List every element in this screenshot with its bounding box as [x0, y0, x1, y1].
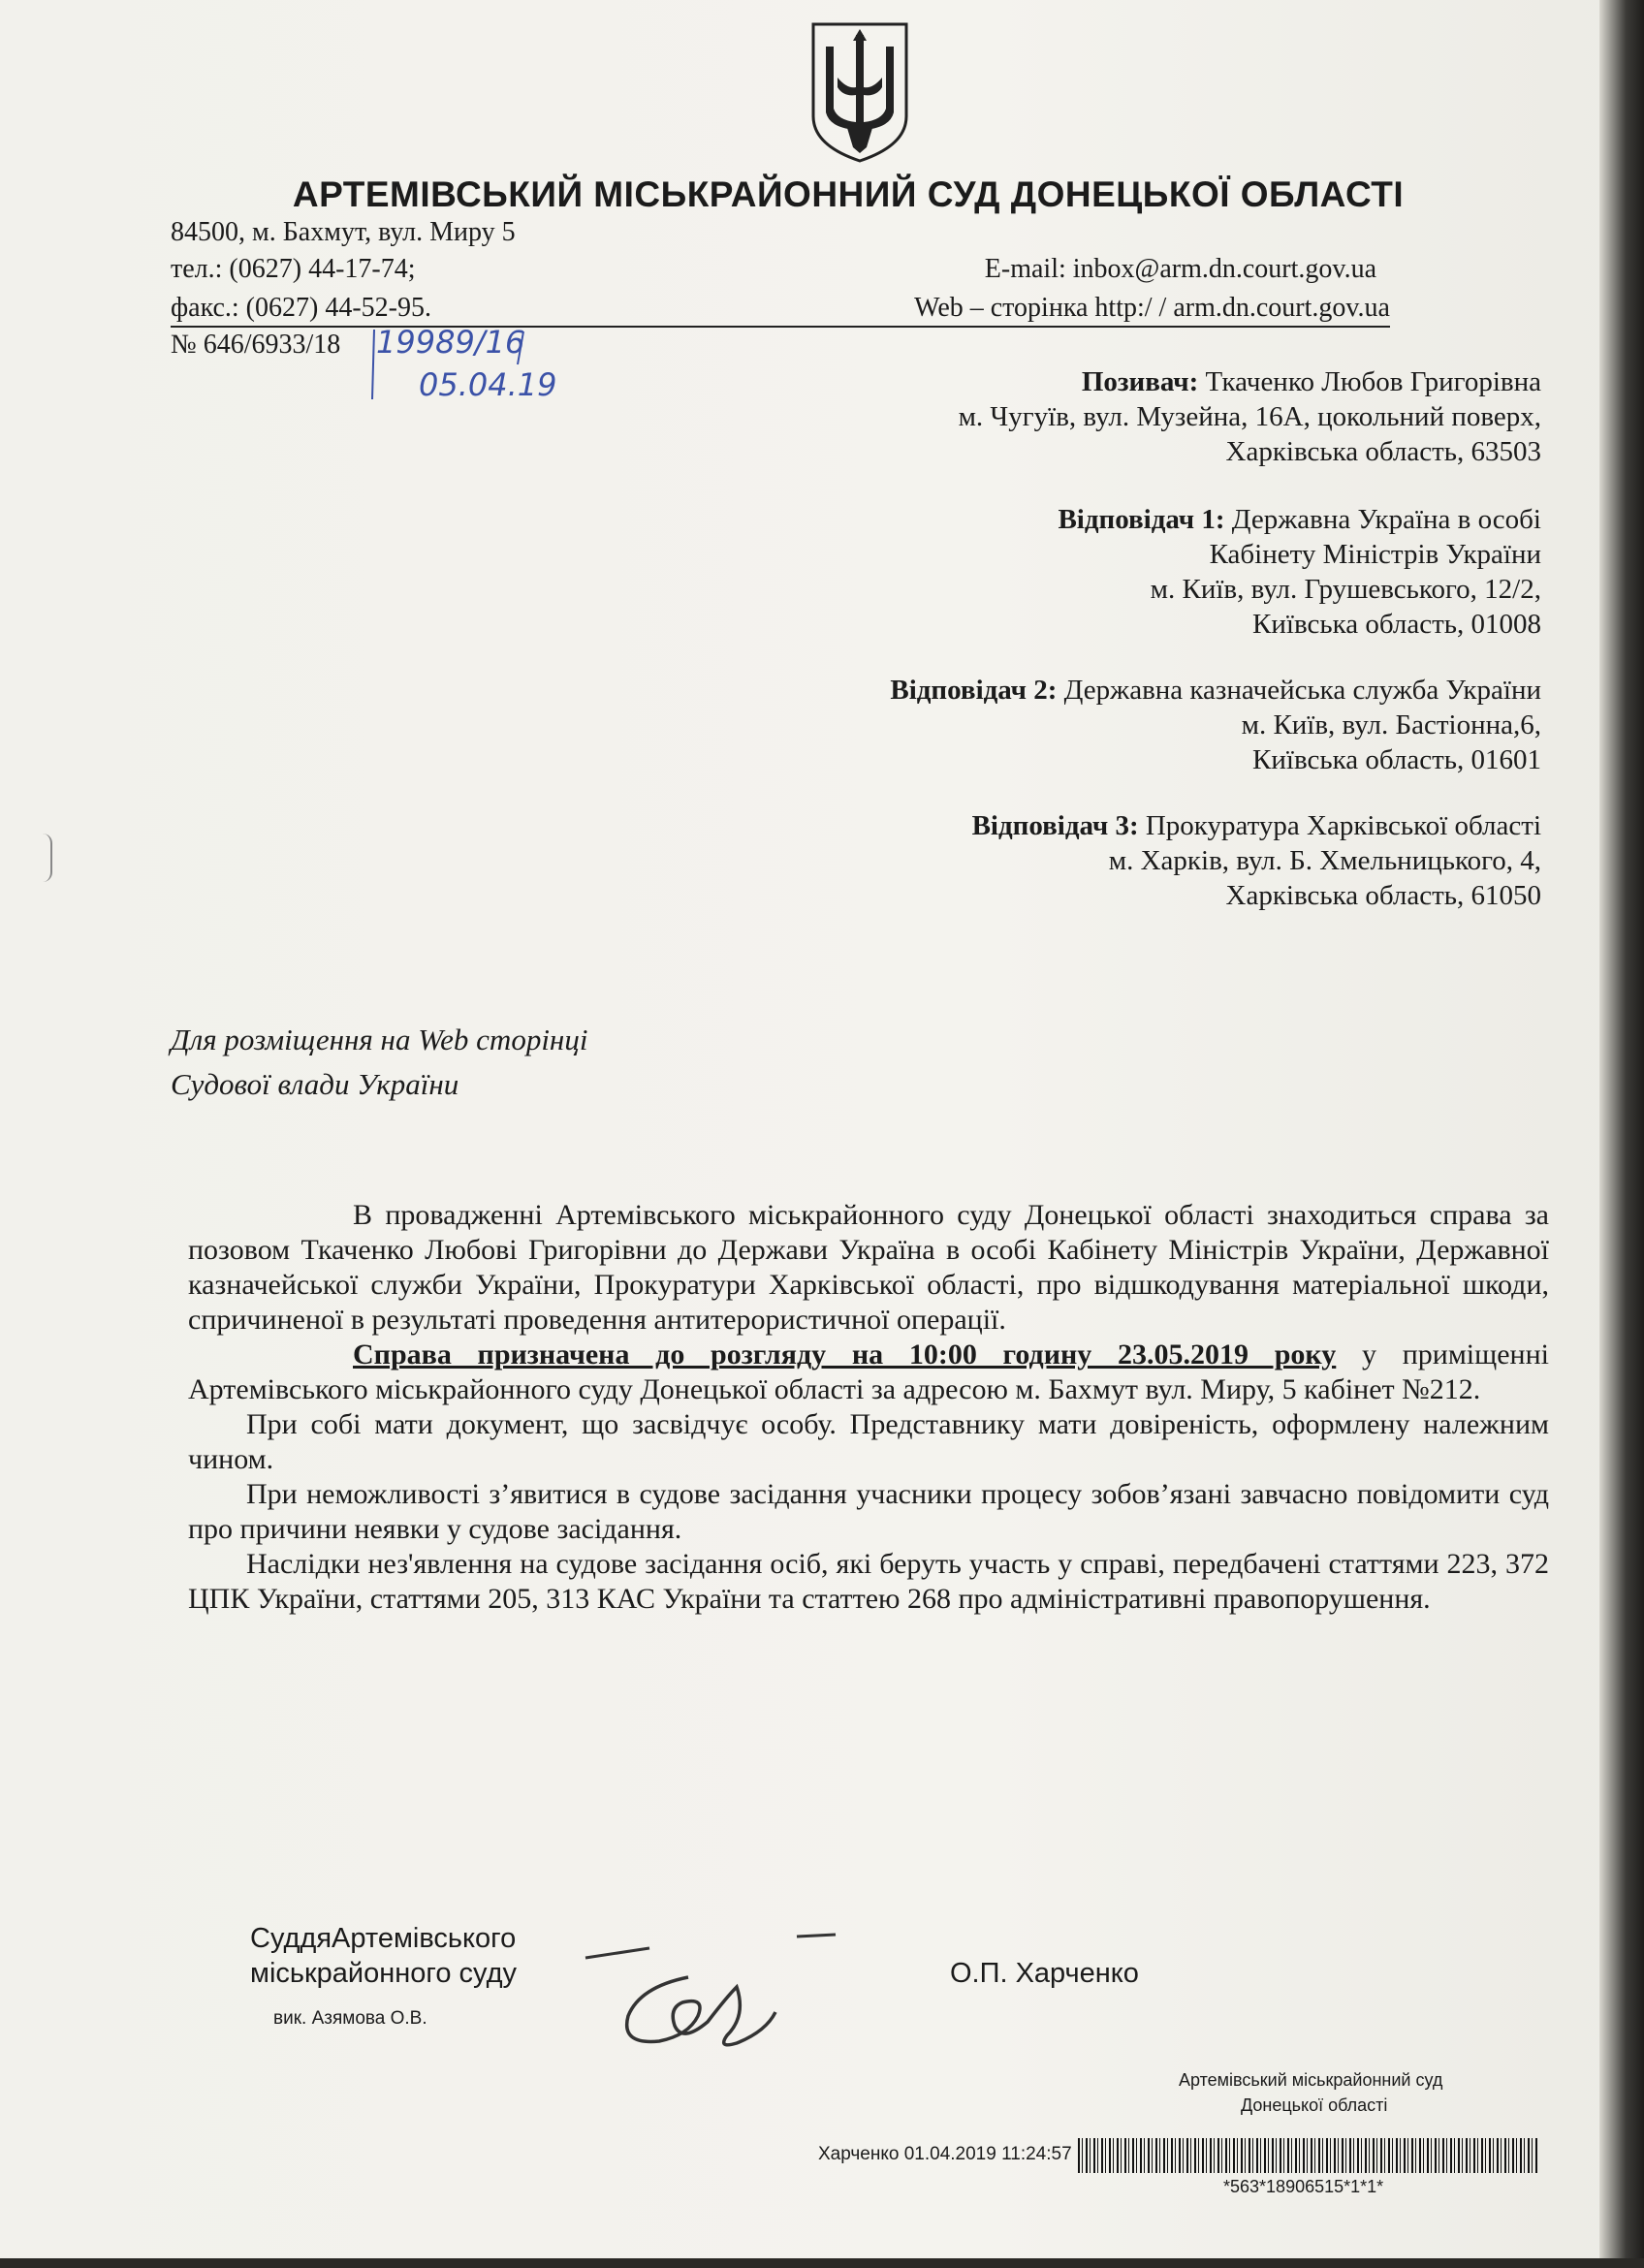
defendant1-name: Державна Україна в особі — [1231, 504, 1541, 535]
defendant3-name: Прокуратура Харківської області — [1145, 810, 1541, 841]
scan-edge-bottom — [0, 2258, 1644, 2268]
judge-title-line-1: СуддяАртемівського — [250, 1923, 517, 1954]
body-paragraph-1: В провадженні Артемівського міськрайонного суду Донецької області знаходиться справа за позовом Ткаченко Любові Григорівни до Держави Україна в особі Кабінету Міністрів України, Державної казначейської служби України, Прокуратури Харківської області, про відшкодування матеріальної шкоди, спричиненої в результаті проведення антитерористичної операції. — [188, 1199, 1549, 1336]
web-note-line-2: Судової влади України — [171, 1067, 459, 1101]
judge-title-line-2: міськрайонного суду — [250, 1958, 518, 1989]
defendant2-address-1: м. Київ, вул. Бастіонна,6, — [1241, 709, 1541, 740]
defendant2-address-2: Київська область, 01601 — [1252, 744, 1541, 775]
court-address: 84500, м. Бахмут, вул. Миру 5 — [171, 217, 516, 247]
hearing-location-text: у приміщенні Артемівського міськрайонного суду Донецької області за адресою м. Бахмут вул. Миру, 5 кабінет №212. — [188, 1339, 1549, 1405]
plaintiff-label: Позивач: — [1081, 366, 1199, 397]
case-number: № 646/6933/18 — [171, 330, 341, 360]
handwritten-bracket-icon — [368, 326, 582, 403]
web-note-line-1: Для розміщення на Web сторінці — [171, 1023, 588, 1056]
defendant1-name-2: Кабінету Міністрів України — [1209, 539, 1541, 570]
handwritten-date: 05.04.19 — [419, 366, 557, 403]
defendant3-address-2: Харківська область, 61050 — [1225, 880, 1541, 911]
footer-stamp: Харченко 01.04.2019 11:24:57 — [818, 2144, 1072, 2164]
barcode-text: *563*18906515*1*1* — [1223, 2177, 1384, 2196]
body-paragraph-2 — [188, 1338, 1549, 1407]
defendant1-address-1: м. Київ, вул. Грушевського, 12/2, — [1150, 574, 1541, 605]
court-web: Web – сторінка http:/ / arm.dn.court.gov.ua — [914, 293, 1390, 323]
court-phone: тел.: (0627) 44-17-74; — [171, 254, 416, 284]
defendant1-block — [1058, 502, 1541, 642]
defendant1-address-2: Київська область, 01008 — [1252, 609, 1541, 640]
defendant1-label: Відповідач 1: — [1058, 504, 1225, 535]
header-divider — [171, 326, 1390, 328]
court-fax: факс.: (0627) 44-52-95. — [171, 293, 431, 323]
body-paragraph-4: При неможливості з’явитися в судове засідання учасники процесу зобов’язані завчасно повідомити суд про причини неявки у судове засідання. — [188, 1478, 1549, 1545]
hearing-date-text: Справа призначена до розгляду на 10:00 годину 23.05.2019 року — [353, 1339, 1337, 1370]
defendant3-label: Відповідач 3: — [971, 810, 1139, 841]
body-paragraph-3: При собі мати документ, що засвідчує особу. Представнику мати довіреність, оформлену належним чином. — [188, 1408, 1549, 1475]
defendant2-block — [890, 673, 1541, 777]
notice-body — [188, 1198, 1549, 1617]
web-placement-note — [171, 1018, 587, 1107]
footer-court-line-2: Донецької області — [1241, 2095, 1388, 2115]
plaintiff-name: Ткаченко Любов Григорівна — [1205, 366, 1541, 397]
judge-signature-icon — [582, 1929, 863, 2064]
margin-mark — [43, 834, 52, 882]
defendant2-name: Державна казначейська служба України — [1063, 675, 1541, 706]
barcode — [1078, 2138, 1538, 2173]
defendant2-label: Відповідач 2: — [890, 675, 1058, 706]
plaintiff-address-1: м. Чугуїв, вул. Музейна, 16А, цокольний поверх, — [958, 401, 1541, 432]
coat-of-arms-icon — [808, 19, 911, 165]
court-title: АРТЕМІВСЬКИЙ МІСЬКРАЙОННИЙ СУД ДОНЕЦЬКОЇ ОБЛАСТІ — [292, 174, 1405, 214]
scan-edge — [1599, 0, 1644, 2268]
handwritten-registration: 19989/16 — [376, 324, 525, 361]
body-paragraph-5: Наслідки нез'явлення на судове засідання осіб, які беруть участь у справі, передбачені статтями 223, 372 ЦПК України, статтями 205, 313 КАС України та статтею 268 про адміністративні правопорушення. — [188, 1548, 1549, 1615]
defendant3-block — [972, 808, 1541, 913]
judge-title — [250, 1921, 517, 1991]
judge-name: О.П. Харченко — [950, 1958, 1139, 1989]
executor-name: вик. Азямова О.В. — [273, 2008, 427, 2029]
plaintiff-address-2: Харківська область, 63503 — [1225, 436, 1541, 467]
footer-court-line-1: Артемівський міськрайонний суд — [1179, 2070, 1443, 2090]
defendant3-address-1: м. Харків, вул. Б. Хмельницького, 4, — [1108, 845, 1541, 876]
court-email: E-mail: inbox@arm.dn.court.gov.ua — [984, 254, 1376, 284]
plaintiff-block — [959, 364, 1541, 469]
